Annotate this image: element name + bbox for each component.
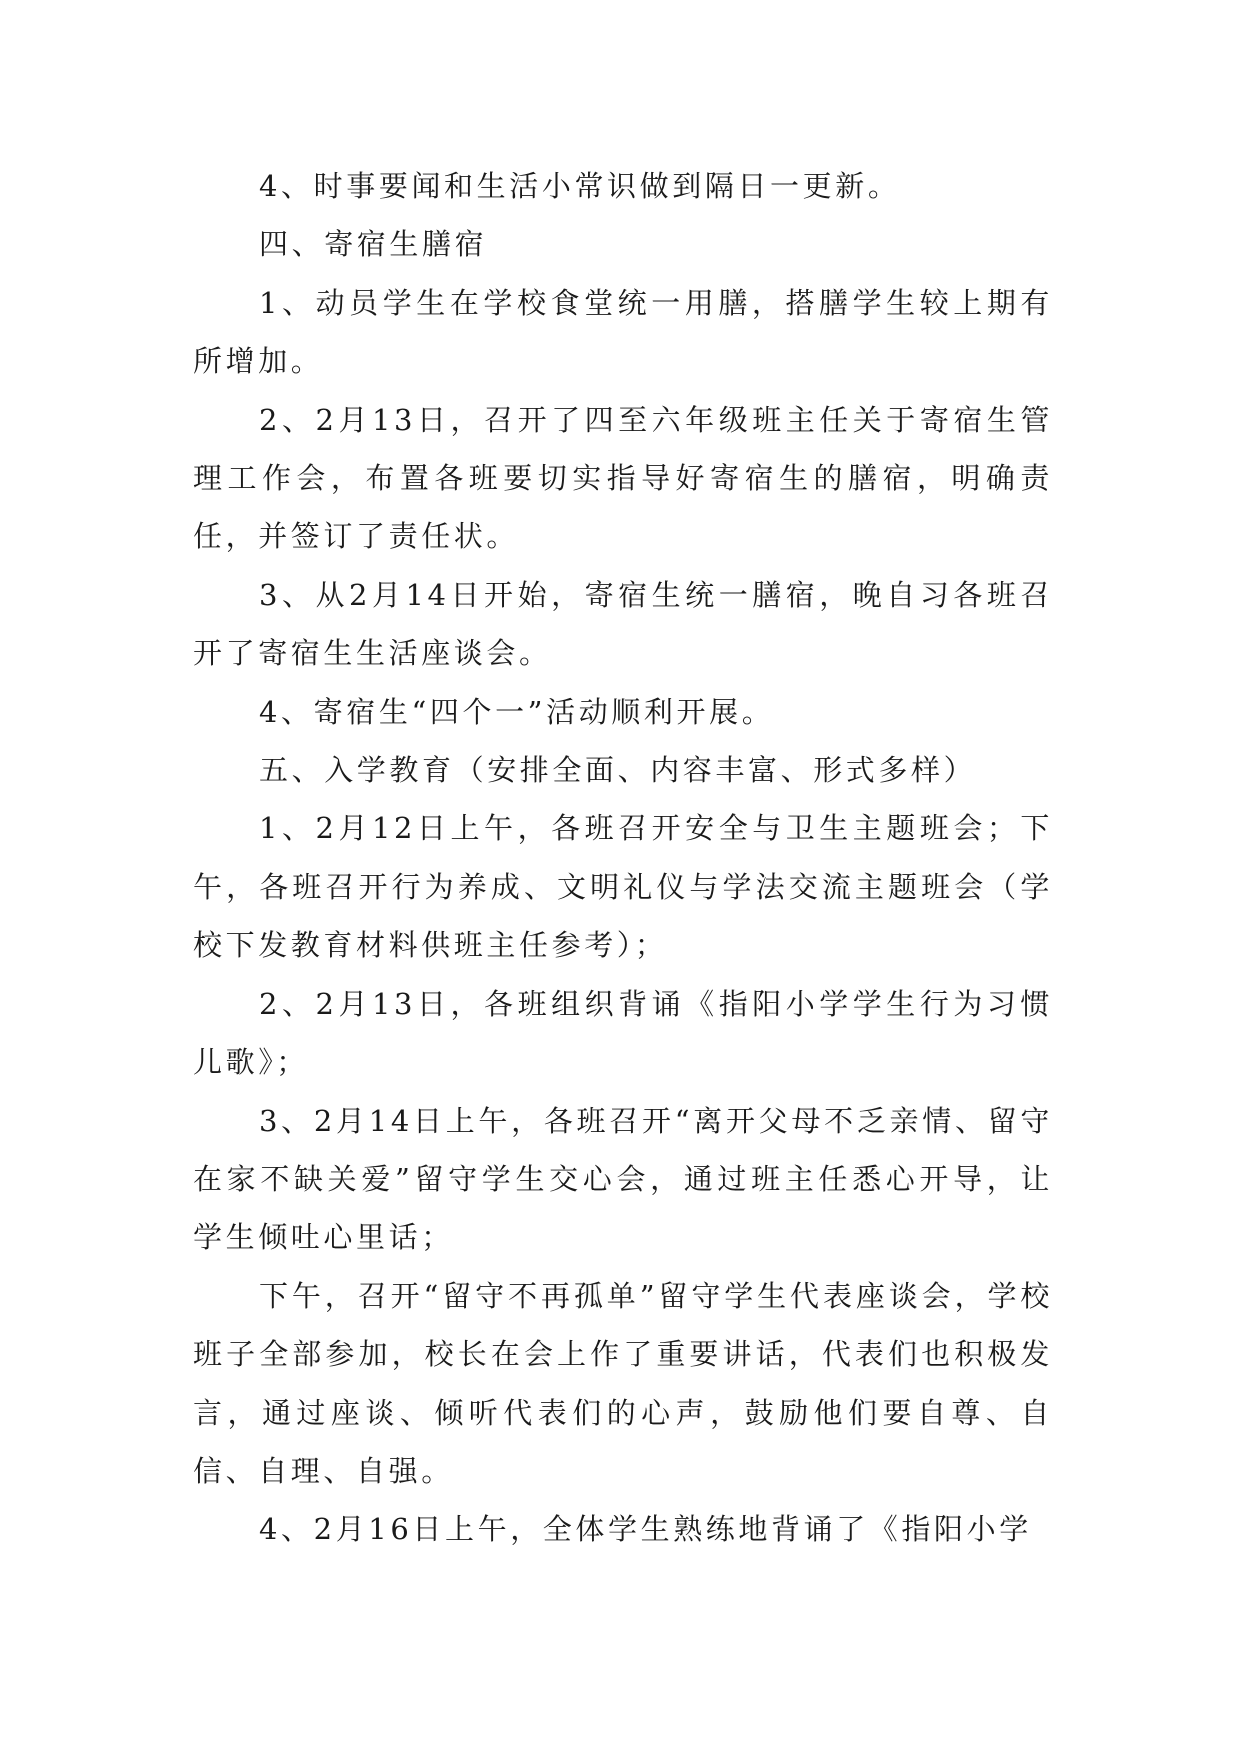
paragraph-item-4-news: 4、时事要闻和生活小常识做到隔日一更新。 — [259, 169, 901, 203]
paragraph-boarding-4: 4、寄宿生“四个一”活动顺利开展。 — [259, 694, 775, 729]
paragraph-education-1: 1、2月12日上午，各班召开安全与卫生主题班会；下午，各班召开行为养成、文明礼仪与学法交流主题班会（学校下发教育材料供班主任参考）； — [193, 811, 1053, 963]
paragraph-education-3: 3、2月14日上午，各班召开“离开父母不乏亲情、留守在家不缺关爱”留守学生交心会，通过班主任悉心开导，让学生倾吐心里话； — [193, 1103, 1053, 1255]
paragraph-boarding-3: 3、从2月14日开始，寄宿生统一膳宿，晚自习各班召开了寄宿生生活座谈会。 — [193, 577, 1053, 671]
paragraph-education-4: 4、2月16日上午，全体学生熟练地背诵了《指阳小学 — [259, 1512, 1032, 1547]
paragraph-education-2: 2、2月13日，各班组织背诵《指阳小学学生行为习惯儿歌》； — [193, 986, 1053, 1080]
paragraph-boarding-2: 2、2月13日，召开了四至六年级班主任关于寄宿生管理工作会，布置各班要切实指导好寄宿生的膳宿，明确责任，并签订了责任状。 — [193, 402, 1053, 554]
paragraph-boarding-1: 1、动员学生在学校食堂统一用膳，搭膳学生较上期有所增加。 — [193, 285, 1053, 379]
paragraph-education-3-afternoon: 下午，召开“留守不再孤单”留守学生代表座谈会，学校班子全部参加，校长在会上作了重要讲话，代表们也积极发言，通过座谈、倾听代表们的心声，鼓励他们要自尊、自信、自理、自强。 — [193, 1278, 1053, 1488]
section-heading-enrollment-education: 五、入学教育（安排全面、内容丰富、形式多样） — [259, 753, 977, 788]
document-body — [193, 157, 1053, 1559]
section-heading-boarding: 四、寄宿生膳宿 — [259, 227, 488, 262]
